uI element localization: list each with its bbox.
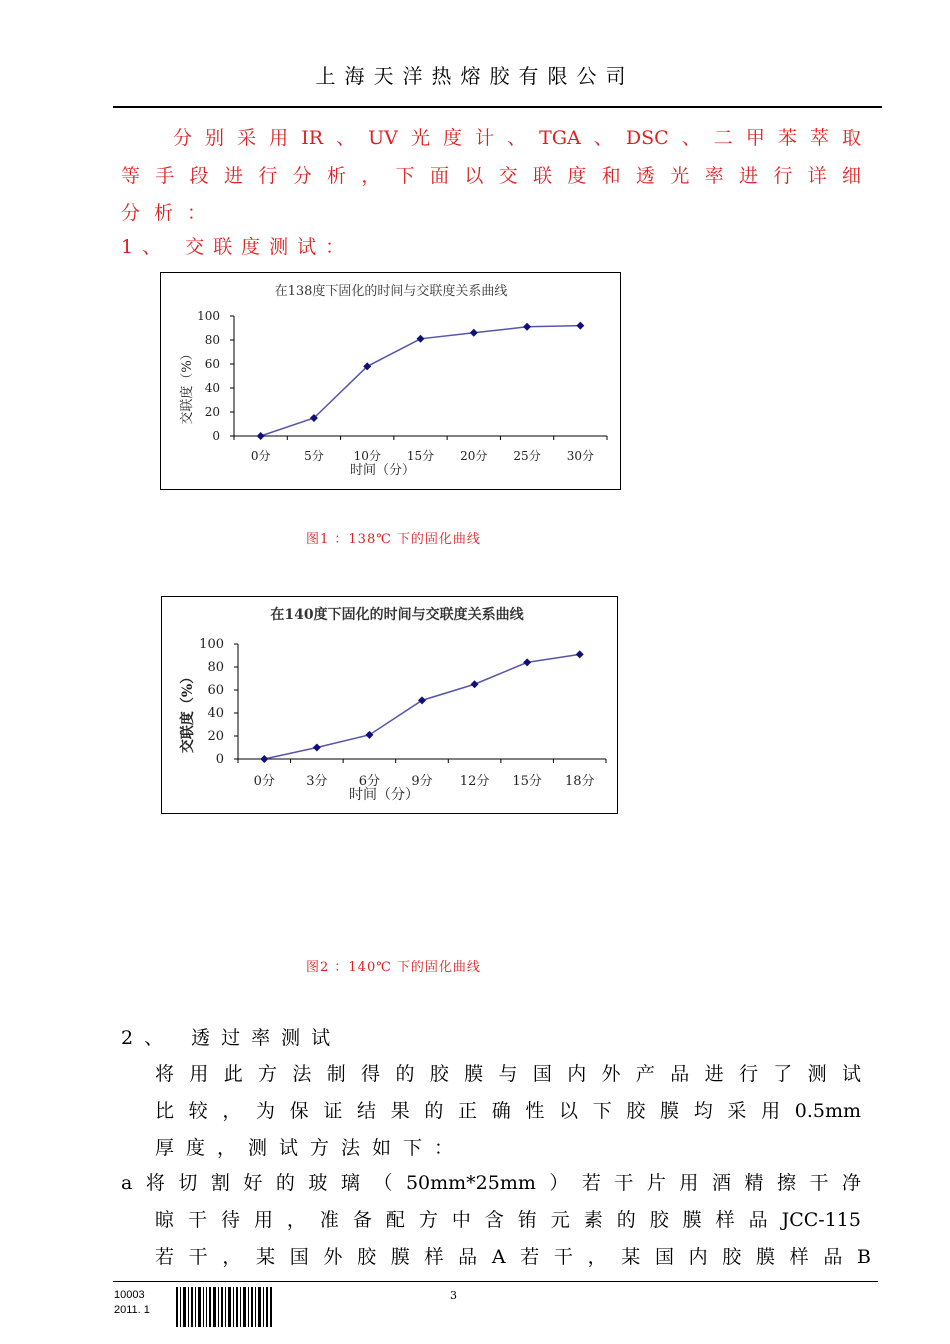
chart-1-title: 在138度下固化的时间与交联度关系曲线 <box>274 284 508 299</box>
figure-1-caption: 图1 ：138℃ 下的固化曲线 <box>306 532 481 547</box>
header-rule <box>113 106 882 108</box>
x-tick-label: 15分 <box>512 774 542 789</box>
x-tick-label: 25分 <box>513 449 541 463</box>
footer-date: 2011. 1 <box>114 1304 150 1316</box>
chart-2-svg <box>162 597 617 813</box>
data-point <box>313 744 321 752</box>
y-tick-label: 0 <box>212 429 220 443</box>
x-tick-label: 30分 <box>566 449 594 463</box>
section2-line-2: 比较，为保证结果的正确性以下胶膜均采用0.5mm <box>155 1100 861 1122</box>
x-tick-label: 0分 <box>250 449 271 463</box>
page-number: 3 <box>450 1289 457 1302</box>
y-tick-label: 80 <box>207 660 224 675</box>
section1-title: 1、 交联度测试： <box>121 236 354 258</box>
x-tick-label: 9分 <box>411 774 433 789</box>
y-tick-label: 40 <box>207 706 224 721</box>
intro-line-2: 等手段进行分析，下面以交联度和透光率进行详细 <box>121 165 861 187</box>
x-tick-label: 6分 <box>358 774 381 789</box>
x-tick-label: 20分 <box>460 449 488 463</box>
x-tick-label: 0分 <box>253 774 275 789</box>
figure-2-caption: 图2 ：140℃ 下的固化曲线 <box>306 960 481 975</box>
y-axis-title: 交联度（%） <box>180 669 196 754</box>
y-tick-label: 80 <box>204 333 220 347</box>
data-point <box>470 329 478 337</box>
step-a-line-1: a将切割好的玻璃（50mm*25mm）若干片用酒精擦干净 <box>121 1172 861 1194</box>
y-tick-label: 20 <box>207 729 224 744</box>
data-point <box>365 731 373 739</box>
chart-1-svg <box>161 273 620 489</box>
footer-code: 10003 <box>114 1289 145 1301</box>
y-axis-title: 交联度（%） <box>180 347 195 425</box>
x-tick-label: 3分 <box>306 774 328 789</box>
step-a-line-3: 若干，某国外胶膜样品A若干，某国内胶膜样品B <box>155 1246 871 1268</box>
y-tick-label: 20 <box>204 405 220 419</box>
data-point <box>523 658 531 666</box>
data-point <box>576 650 584 658</box>
x-tick-label: 15分 <box>406 449 435 463</box>
x-tick-label: 18分 <box>564 774 595 789</box>
data-point <box>576 322 584 330</box>
section2-line-3: 厚度，测试方法如下： <box>155 1137 466 1159</box>
y-tick-label: 60 <box>207 683 224 698</box>
x-axis-title: 时间（分） <box>349 463 416 478</box>
data-point <box>523 323 531 331</box>
data-point <box>260 755 268 763</box>
section2-title: 2、 透过率测试 <box>121 1027 342 1049</box>
intro-line-3: 分析： <box>121 202 221 224</box>
y-tick-label: 40 <box>204 381 220 395</box>
chart-1 <box>160 272 621 490</box>
x-axis-title: 时间（分） <box>349 787 419 803</box>
barcode <box>176 1287 272 1327</box>
step-a-line-2: 晾干待用，准备配方中含铕元素的胶膜样品JCC-115 <box>155 1209 861 1231</box>
x-tick-label: 5分 <box>304 449 324 463</box>
series-line <box>264 654 579 759</box>
data-point <box>417 335 425 343</box>
y-tick-label: 0 <box>215 752 224 767</box>
section2-line-1: 将用此方法制得的胶膜与国内外产品进行了测试 <box>155 1063 861 1085</box>
data-point <box>257 432 265 440</box>
chart-2-title: 在140度下固化的时间与交联度关系曲线 <box>270 607 524 623</box>
data-point <box>418 696 426 704</box>
x-tick-label: 10分 <box>353 449 381 463</box>
intro-line-1: 分别采用IR、UV光度计、TGA、DSC、二甲苯萃取 <box>173 127 861 149</box>
chart-2 <box>161 596 618 814</box>
data-point <box>471 680 479 688</box>
company-name: 上海天洋热熔胶有限公司 <box>315 64 635 88</box>
y-tick-label: 100 <box>197 309 220 323</box>
x-tick-label: 12分 <box>459 774 490 789</box>
footer-rule <box>113 1281 878 1282</box>
y-tick-label: 60 <box>204 357 220 371</box>
y-tick-label: 100 <box>199 637 224 652</box>
